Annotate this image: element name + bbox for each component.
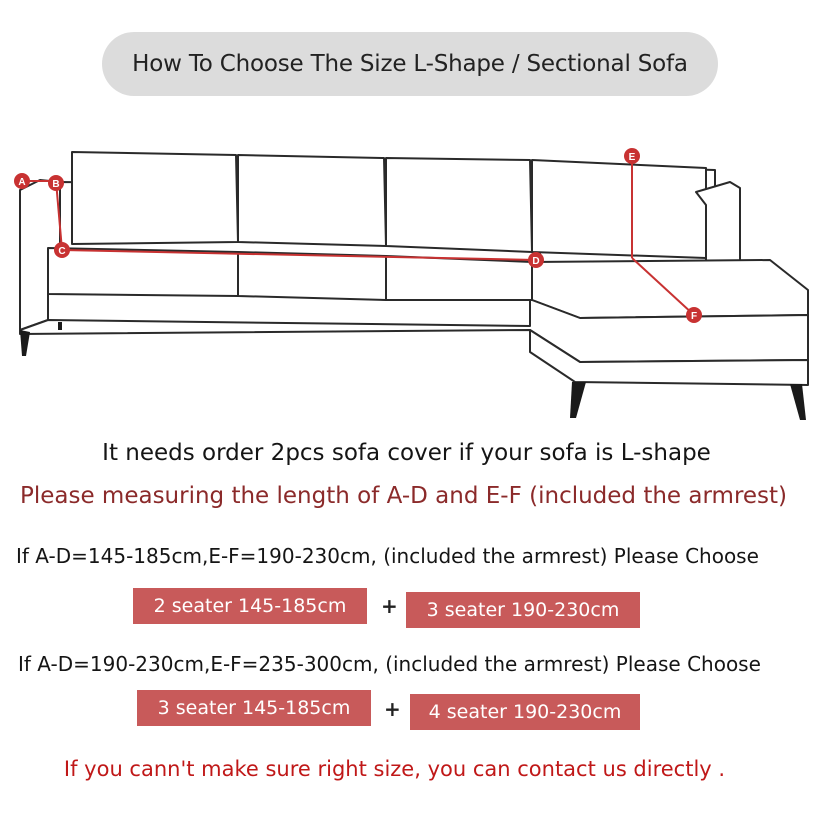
seat-cushion-3 bbox=[386, 256, 532, 300]
sofa-leg-left bbox=[20, 330, 30, 356]
svg-text:C: C bbox=[58, 246, 66, 257]
sofa-diagram bbox=[0, 130, 813, 430]
sofa-leg-chaise bbox=[790, 384, 806, 420]
option-1-plus: + bbox=[381, 594, 398, 618]
back-cushion-1 bbox=[72, 152, 238, 244]
svg-text:D: D bbox=[532, 256, 540, 267]
condition-2: If A-D=190-230cm,E-F=235-300cm, (included the armrest) Please Choose bbox=[18, 652, 761, 676]
title-banner bbox=[102, 32, 718, 96]
seat-cushion-2 bbox=[238, 252, 386, 300]
measure-instruction: Please measuring the length of A-D and E-F (included the armrest) bbox=[19, 483, 788, 509]
svg-text:F: F bbox=[690, 311, 698, 322]
seat-cushion-1 bbox=[48, 248, 238, 296]
svg-text:E: E bbox=[628, 152, 636, 163]
marker-e bbox=[624, 148, 640, 164]
marker-f bbox=[686, 307, 702, 323]
marker-d bbox=[528, 252, 544, 268]
sofa-leg-right bbox=[570, 382, 586, 418]
back-cushion-3 bbox=[386, 158, 532, 252]
chaise-top bbox=[532, 260, 808, 318]
svg-text:A: A bbox=[18, 177, 26, 188]
option-1-left-tag: 2 seater 145-185cm bbox=[133, 588, 367, 624]
option-1-right-tag: 3 seater 190-230cm bbox=[406, 592, 640, 628]
order-note: It needs order 2pcs sofa cover if your sofa is L-shape bbox=[102, 440, 711, 466]
marker-a bbox=[14, 173, 30, 189]
option-2-right-tag: 4 seater 190-230cm bbox=[410, 694, 640, 730]
back-cushion-2 bbox=[238, 155, 386, 246]
option-2-left-tag: 3 seater 145-185cm bbox=[137, 690, 371, 726]
marker-b bbox=[48, 175, 64, 191]
contact-note: If you cann't make sure right size, you can contact us directly . bbox=[63, 757, 726, 781]
back-cushion-4 bbox=[532, 160, 706, 258]
option-2-plus: + bbox=[384, 697, 401, 721]
svg-text:B: B bbox=[52, 179, 60, 190]
page-title: How To Choose The Size L-Shape / Sectional Sofa bbox=[132, 51, 688, 77]
marker-c bbox=[54, 242, 70, 258]
sofa-leg-middle bbox=[58, 322, 62, 330]
condition-1: If A-D=145-185cm,E-F=190-230cm, (included the armrest) Please Choose bbox=[16, 544, 759, 568]
